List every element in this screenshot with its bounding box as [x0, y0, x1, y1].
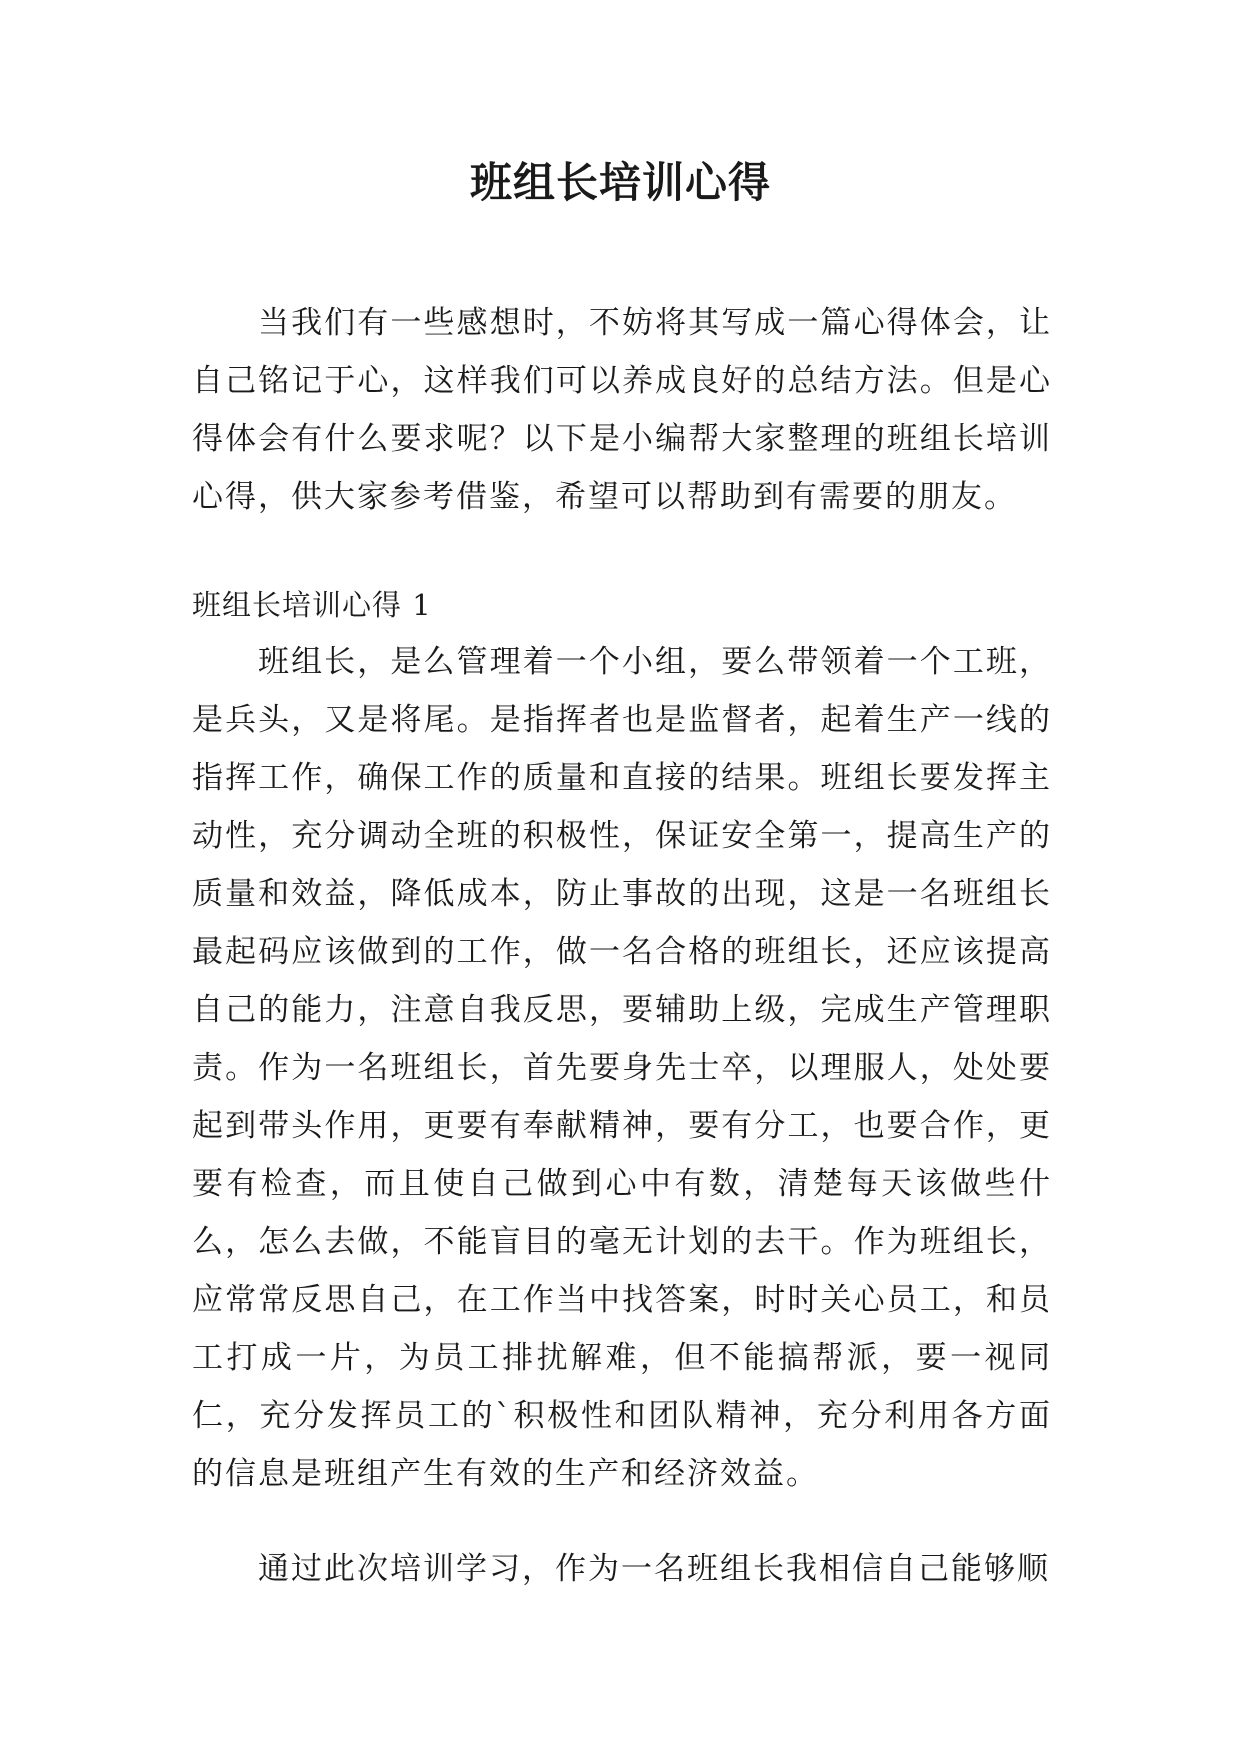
section-paragraph: 班组长，是么管理着一个小组，要么带领着一个工班，是兵头，又是将尾。是指挥者也是监督者，起着生产一线的指挥工作，确保工作的质量和直接的结果。班组长要发挥主动性，充分调动全班的积极性，保证安全第一，提高生产的质量和效益，降低成本，防止事故的出现，这是一名班组长最起码应该做到的工作，做一名合格的班组长，还应该提高自己的能力，注意自我反思，要辅助上级，完成生产管理职责。作为一名班组长，首先要身先士卒，以理服人，处处要起到带头作用，更要有奉献精神，要有分工，也要合作，更要有检查，而且使自己做到心中有数，清楚每天该做些什么，怎么去做，不能盲目的毫无计划的去干。作为班组长，应常常反思自己，在工作当中找答案，时时关心员工，和员工打成一片，为员工排扰解难，但不能搞帮派，要一视同仁，充分发挥员工的`积极性和团队精神，充分利用各方面的信息是班组产生有效的生产和经济效益。 — [192, 644, 1052, 1492]
document-title: 班组长培训心得 — [469, 158, 771, 207]
intro-paragraph: 当我们有一些感想时，不妨将其写成一篇心得体会，让自己铭记于心，这样我们可以养成良好的总结方法。但是心得体会有什么要求呢？以下是小编帮大家整理的班组长培训心得，供大家参考借鉴，希望可以帮助到有需要的朋友。 — [192, 305, 1052, 515]
section-paragraph-continued: 通过此次培训学习，作为一名班组长我相信自己能够顺 — [258, 1551, 1050, 1587]
section-heading: 班组长培训心得 1 — [192, 588, 432, 622]
